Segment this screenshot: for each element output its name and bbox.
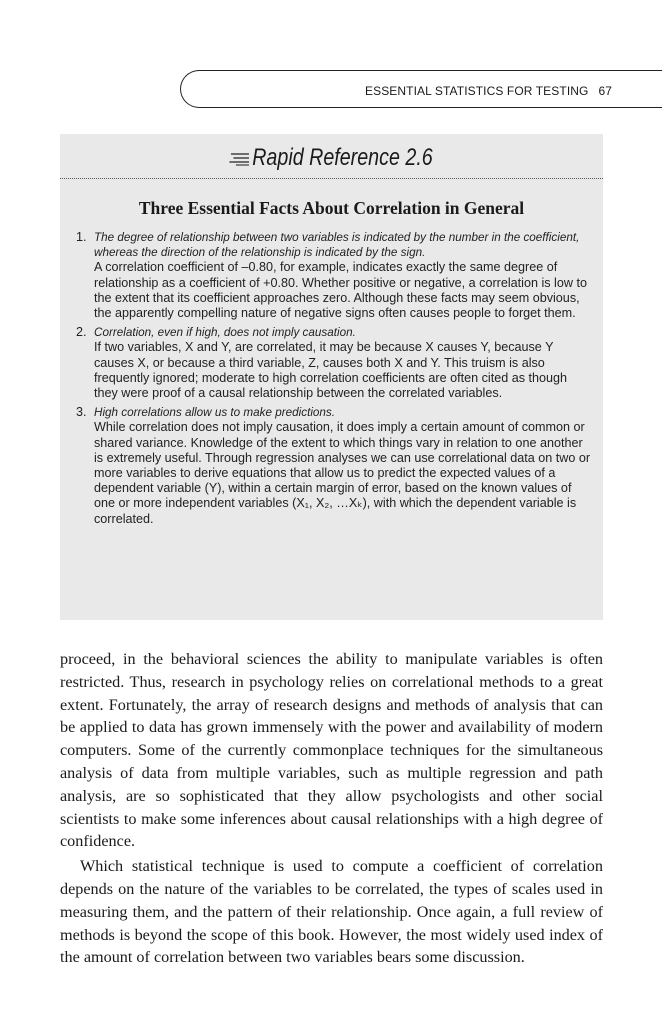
dotted-divider <box>60 178 603 179</box>
fact-item <box>70 405 594 527</box>
list-icon <box>229 145 250 173</box>
fact-item <box>70 325 594 401</box>
fact-number: 3. <box>76 405 87 420</box>
page-number: 67 <box>598 84 613 98</box>
fact-lead: High correlations allow us to make predictions. <box>94 406 336 420</box>
fact-item <box>70 230 594 321</box>
facts-list <box>70 230 594 531</box>
fact-body: A correlation coefficient of –0.80, for example, indicates exactly the same degree of relationship as a coefficient of +0.80. Whether positive or negative, a correlation is low to the extent that its coefficient approaches zero. Although these facts may seem obvious, the apparently compelling nature of negative signs often causes people to forget them. <box>94 260 587 321</box>
rapid-reference-label: Rapid Reference 2.6 <box>252 144 433 171</box>
rapid-reference-title <box>60 144 603 173</box>
fact-number: 1. <box>76 230 87 244</box>
fact-lead: Correlation, even if high, does not imply causation. <box>94 326 356 340</box>
fact-number: 2. <box>76 325 87 340</box>
box-heading: Three Essential Facts About Correlation in General <box>138 198 525 218</box>
fact-body: If two variables, X and Y, are correlated, it may be because X causes Y, because Y causes X, or because a third variable, Z, causes both X and Y. This truism is also frequently ignored; moderate to high correlation coefficients are often cited as though they were proof of a causal relationship between the correlated variables. <box>94 340 568 401</box>
paragraph: proceed, in the behavioral sciences the ability to manipulate variables is often restricted. Thus, research in psychology relies on correlational methods to a great extent. Fortunately, the array of research designs and methods of analysis that can be applied to data has grown immensely with the power and availability of modern computers. Some of the currently commonplace techniques for the simultaneous analysis of data from multiple variables, such as multiple regression and path analysis, are so sophisticated that they allow psychologists and other social scientists to make some inferences about causal relationships with a high degree of confidence. <box>60 650 603 851</box>
fact-body: While correlation does not imply causation, it does imply a certain amount of common or shared variance. Knowledge of the extent to which things vary in relation to one another is extremely useful. Through regression analyses we can use correlational data on two or more variables to derive equations that allow us to predict the expected values of a dependent variable (Y), within a certain margin of error, based on the known values of one or more independent variables (X₁, X₂, …Xₖ), with which the dependent variable is correlated. <box>94 420 591 526</box>
running-title: ESSENTIAL STATISTICS FOR TESTING <box>365 84 589 98</box>
fact-lead: The degree of relationship between two variables is indicated by the number in the coefficient, whereas the direction of the relationship is indicated by the sign. <box>94 231 580 260</box>
paragraph: Which statistical technique is used to compute a coefficient of correlation depends on the nature of the variables to be correlated, the types of scales used in measuring them, and the pattern of their relationship. Once again, a full review of methods is beyond the scope of this book. However, the most widely used index of the amount of correlation between two variables bears some discussion. <box>60 857 603 967</box>
body-text <box>60 648 603 969</box>
running-head <box>365 84 612 98</box>
